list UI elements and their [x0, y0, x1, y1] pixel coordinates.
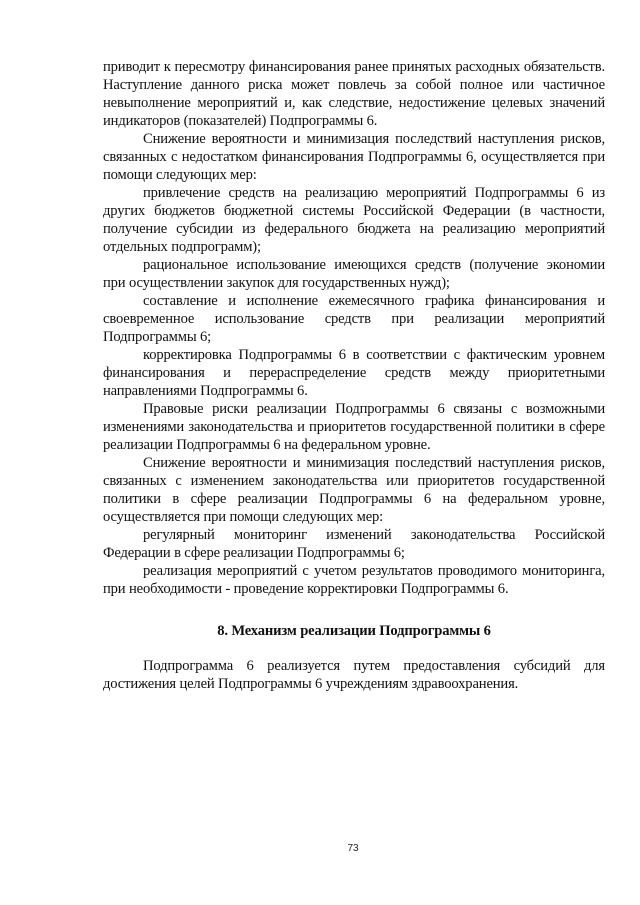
section-heading: 8. Механизм реализации Подпрограммы 6: [217, 623, 491, 639]
paragraph-measure-funding-sources: привлечение средств на реализацию мероприятий Подпрограммы 6 из других бюджетов бюджетной системы Российской Федерации (в частности, получение субсидии из федерального бюджета на реализацию мероприятий отдельных подпрограмм);: [103, 185, 605, 255]
section-body: [103, 657, 605, 693]
paragraph-legal-mitigation-intro: Снижение вероятности и минимизация последствий наступления рисков, связанных с изменением законодательства или приоритетов государственной политики в сфере реализации Подпрограммы 6 на федеральном уровне, осуществляется при помощи следующих мер:: [103, 455, 605, 525]
paragraph-legal-risks: Правовые риски реализации Подпрограммы 6 связаны с возможными изменениями законодательства и приоритетов государственной политики в сфере реализации Подпрограммы 6 на федеральном уровне.: [103, 401, 605, 453]
body-text: [103, 58, 605, 598]
paragraph-measure-adjustment: корректировка Подпрограммы 6 в соответствии с фактическим уровнем финансирования и перераспределение средств между приоритетными направлениями Подпрограммы 6.: [103, 347, 605, 399]
page-number: 73: [347, 843, 359, 854]
paragraph-continuation: приводит к пересмотру финансирования ранее принятых расходных обязательств. Наступление данного риска может повлечь за собой полное или частичное невыполнение мероприятий и, как следствие, недостижение целевых значений индикаторов (показателей) Подпрограммы 6.: [103, 59, 605, 129]
paragraph-measure-implementation: реализация мероприятий с учетом результатов проводимого мониторинга, при необходимости - проведение корректировки Подпрограммы 6.: [103, 563, 605, 597]
paragraph-measure-monitoring: регулярный мониторинг изменений законодательства Российской Федерации в сфере реализации Подпрограммы 6;: [103, 527, 605, 561]
paragraph-measure-monthly-schedule: составление и исполнение ежемесячного графика финансирования и своевременное использование средств при реализации мероприятий Подпрограммы 6;: [103, 293, 605, 345]
paragraph-measure-rational-use: рациональное использование имеющихся средств (получение экономии при осуществлении закупок для государственных нужд);: [103, 257, 605, 291]
paragraph-mechanism: Подпрограмма 6 реализуется путем предоставления субсидий для достижения целей Подпрограммы 6 учреждениям здравоохранения.: [103, 658, 605, 692]
paragraph-risk-mitigation-intro: Снижение вероятности и минимизация последствий наступления рисков, связанных с недостатком финансирования Подпрограммы 6, осуществляется при помощи следующих мер:: [103, 131, 605, 183]
